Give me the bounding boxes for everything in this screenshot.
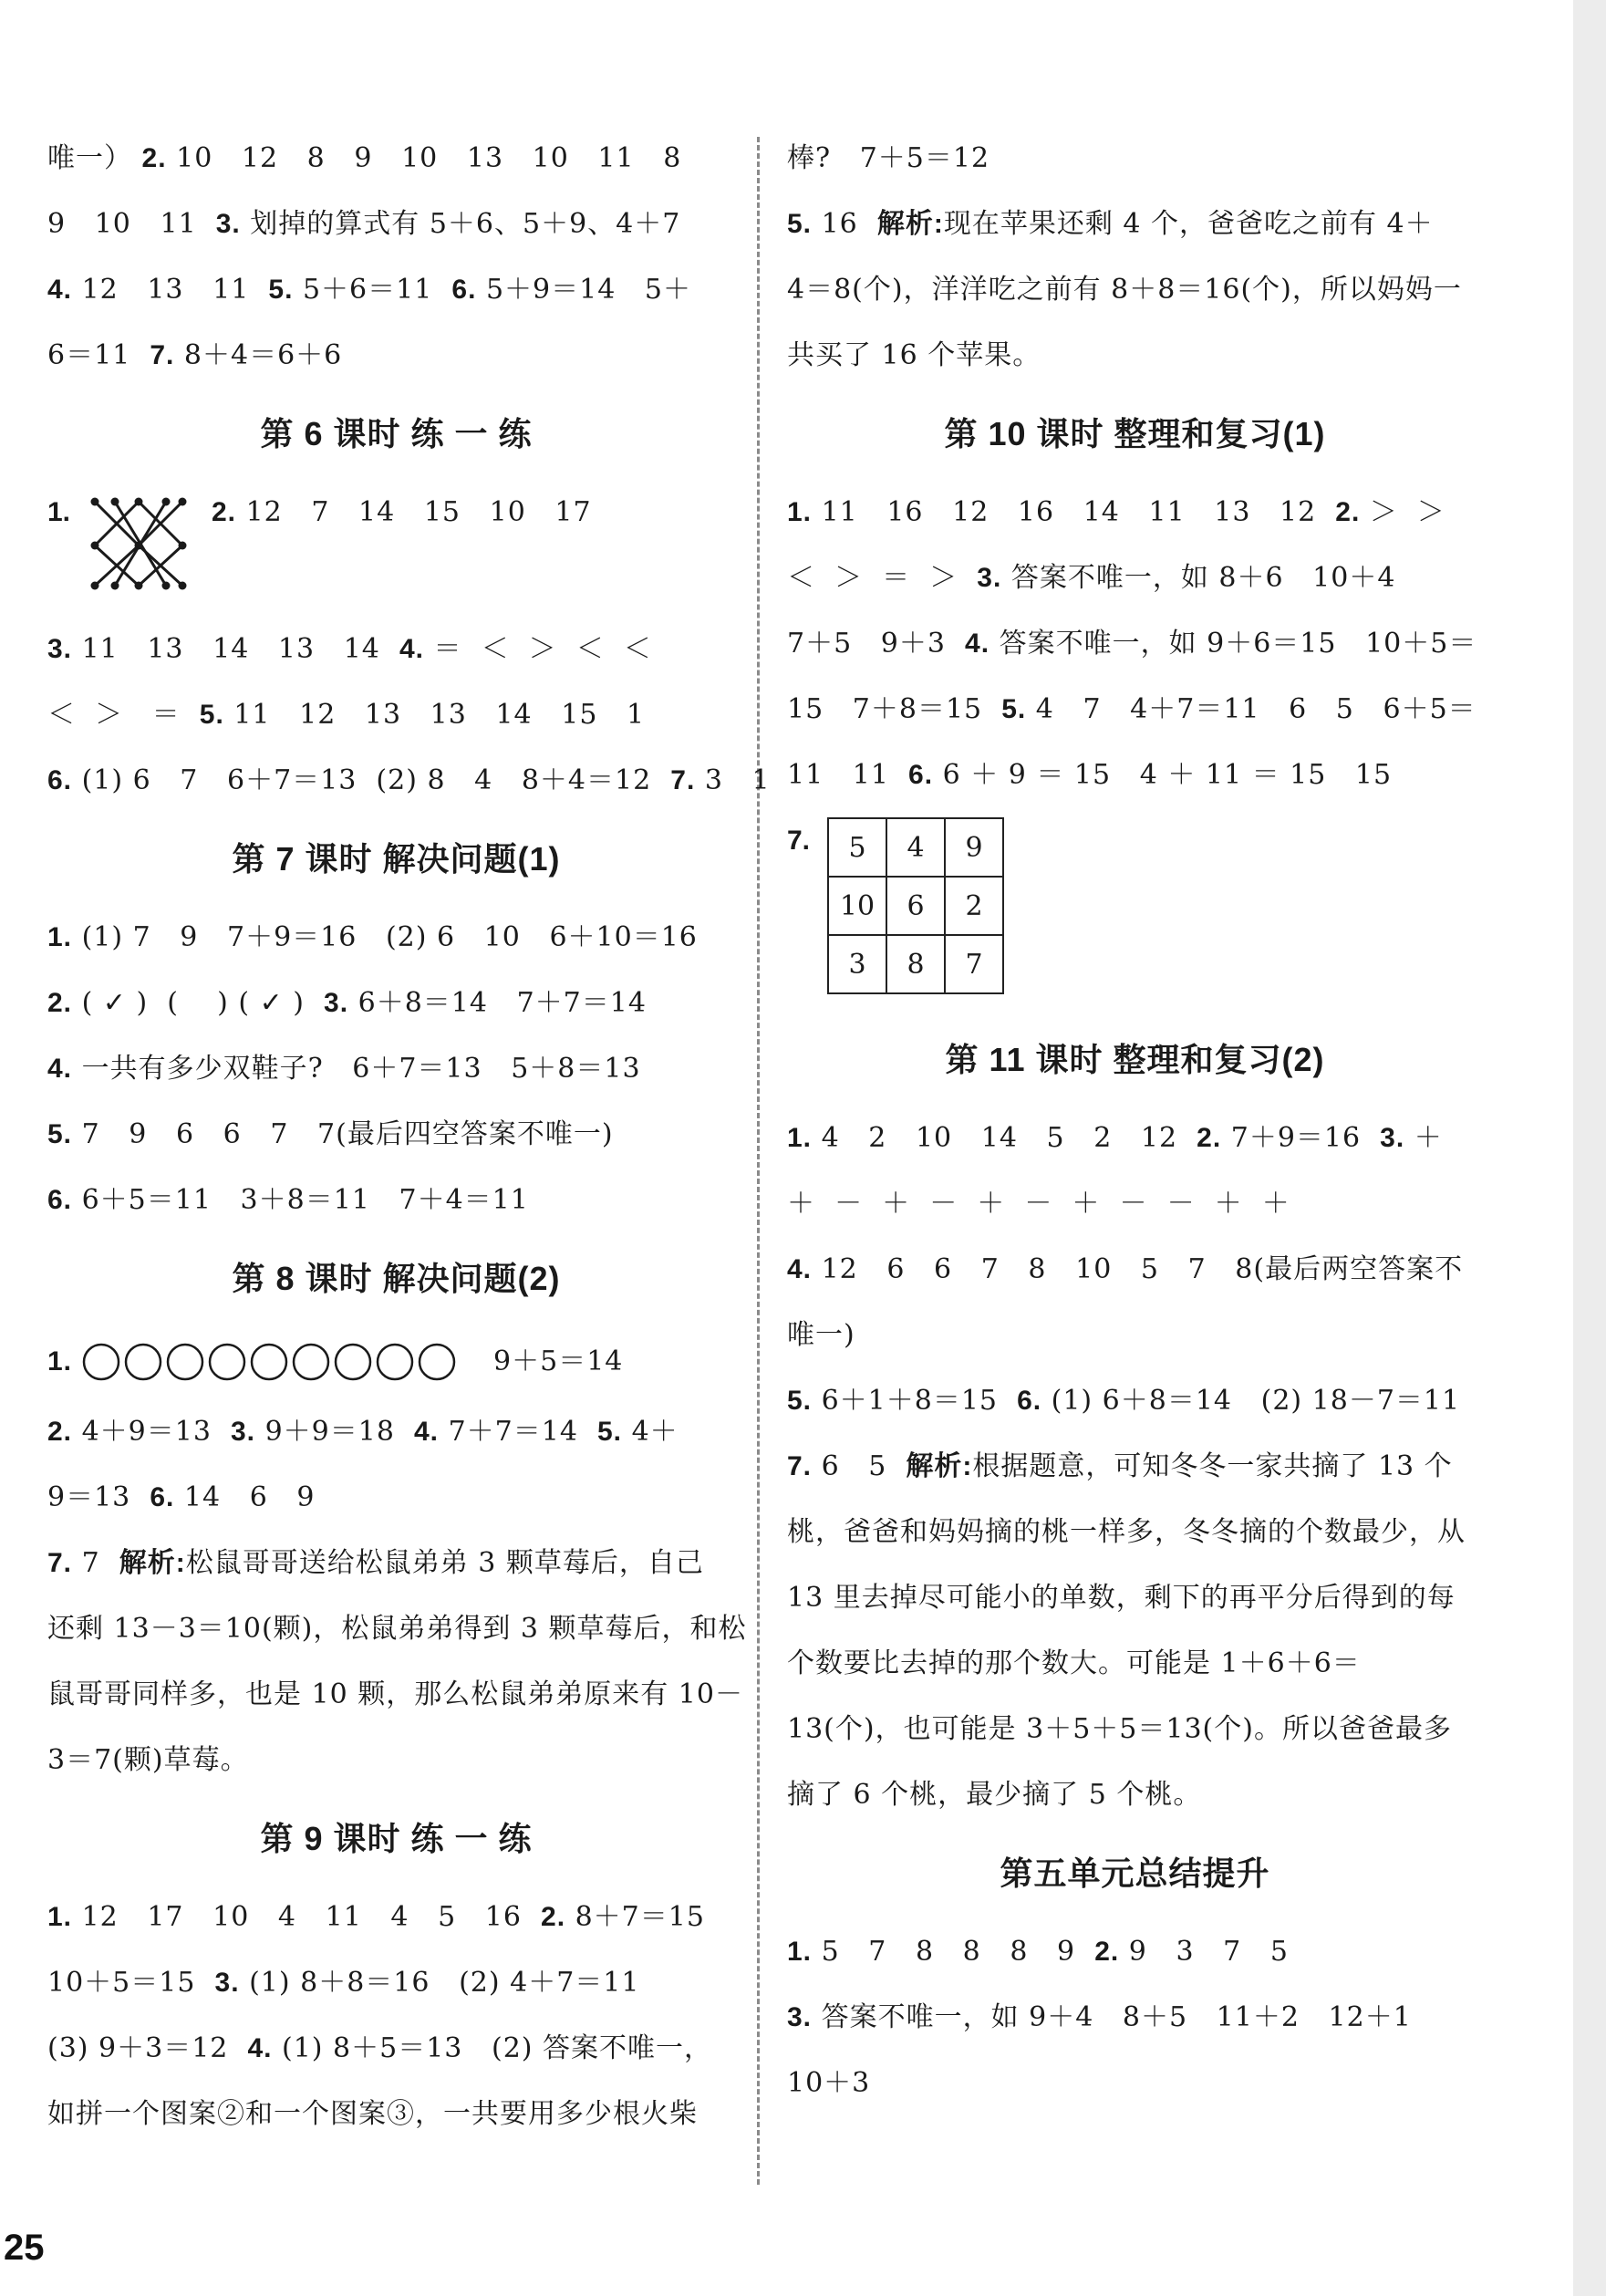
number-grid	[827, 817, 1004, 994]
answer-text: 9＋9＝18	[255, 1416, 414, 1448]
answer-text: 现在苹果还剩 4 个，爸爸吃之前有 4＋	[943, 208, 1434, 240]
lesson-11-heading: 第 11 课时 整理和复习(2)	[945, 1041, 1325, 1078]
answer-text: 4 7 4＋7＝11 6 5 6＋5＝	[1026, 693, 1476, 725]
answer-line	[787, 1500, 1483, 1565]
question-number: 6.	[47, 1185, 73, 1215]
answer-text: 个数要比去掉的那个数大。可能是 1＋6＋6＝	[787, 1647, 1361, 1679]
question-number: 3.	[215, 209, 241, 239]
answer-text: 10＋3	[787, 2067, 871, 2099]
answer-text: 10＋5＝15	[47, 1967, 215, 1999]
answer-text: 7＋9＝16	[1221, 1122, 1381, 1154]
answer-text: ＋	[1404, 1122, 1443, 1154]
answer-text: 4＋	[622, 1416, 679, 1448]
answer-text: 14 6 9	[174, 1481, 316, 1513]
grid-cell: 2	[945, 877, 1003, 935]
question-number: 4.	[787, 1254, 813, 1284]
answer-line	[47, 1465, 745, 1531]
answer-line	[47, 1728, 745, 1793]
question-number: 1.	[787, 497, 813, 527]
question-number: 7.	[150, 340, 175, 370]
answer-text: ＞ ＞	[1360, 496, 1445, 528]
lesson-10-heading: 第 10 课时 整理和复习(1)	[944, 415, 1326, 452]
answer-text: 桃，爸爸和妈妈摘的桃一样多，冬冬摘的个数最少，从	[787, 1516, 1466, 1548]
question-number: 5.	[199, 700, 224, 730]
lesson-10-q7	[787, 808, 1483, 1014]
question-number: 2.	[1197, 1123, 1222, 1153]
right-intro	[787, 126, 1483, 389]
answer-line	[47, 257, 745, 323]
circle-mark	[336, 1345, 370, 1379]
answer-line	[47, 1885, 745, 1950]
answer-line	[787, 1565, 1483, 1631]
question-number: 6.	[47, 765, 73, 795]
answer-line	[787, 2051, 1483, 2116]
answer-line	[47, 682, 745, 748]
unit-5-answers	[787, 1919, 1483, 2116]
lesson-6-figure-row	[47, 480, 745, 617]
answer-text: 5＋9＝14 5＋	[476, 274, 692, 306]
question-number: 5.	[787, 209, 813, 239]
page-edge	[1573, 0, 1606, 2296]
lesson-6-answers	[47, 617, 771, 814]
grid-cell: 5	[828, 818, 886, 877]
question-number: 5.	[1001, 694, 1027, 724]
answer-line	[787, 323, 1483, 389]
question-number: 1.	[47, 497, 71, 527]
answer-text: (1) 6＋8＝14 (2) 18－7＝11	[1041, 1385, 1461, 1417]
answer-text: 唯一)	[787, 1319, 855, 1351]
question-number: 解析:	[906, 1451, 973, 1481]
page-number: 25	[4, 2228, 45, 2268]
answer-line	[787, 126, 1483, 192]
answer-text: 12 13 11	[72, 274, 269, 306]
answer-line	[47, 192, 745, 257]
answer-text: 11 16 12 16 14 11 13 12	[812, 496, 1336, 528]
question-number: 2.	[541, 1902, 566, 1932]
question-number: 7.	[787, 826, 811, 856]
answer-text: 答案不唯一，如 9＋6＝15 10＋5＝	[990, 628, 1477, 660]
question-number: 6.	[1017, 1386, 1042, 1416]
answer-text: 7	[72, 1547, 119, 1579]
answer-line	[787, 1919, 1483, 1985]
question-number: 4.	[47, 1054, 73, 1084]
question-number: 2.	[1094, 1937, 1120, 1967]
question-number: 3.	[787, 2002, 813, 2032]
answer-line	[787, 257, 1483, 323]
question-number: 5.	[268, 275, 294, 305]
answer-line	[47, 126, 745, 192]
question-number: 5.	[787, 1386, 813, 1416]
circle-mark	[420, 1345, 454, 1379]
grid-cell: 3	[828, 935, 886, 993]
answer-text: 4＝8(个)，洋洋吃之前有 8＋8＝16(个)，所以妈妈一	[787, 274, 1462, 306]
answer-text: 3＝7(颗)草莓。	[47, 1744, 249, 1776]
answer-line	[47, 2016, 745, 2082]
answer-line	[47, 748, 771, 814]
circle-mark	[168, 1345, 202, 1379]
answer-line	[787, 1106, 1483, 1171]
lesson-9-answers	[47, 1885, 745, 2147]
answer-text: 松鼠哥哥送给松鼠弟弟 3 颗草莓后，自己	[185, 1547, 704, 1579]
question-number: 解析:	[876, 209, 944, 239]
answer-line	[787, 1237, 1483, 1303]
question-number: 2.	[141, 143, 167, 173]
answer-line	[47, 1950, 745, 2016]
question-number: 2.	[1335, 497, 1361, 527]
question-number: 3.	[324, 988, 349, 1018]
question-number: 7.	[787, 1451, 813, 1481]
left-intro	[47, 126, 745, 389]
dot-matching-figure	[82, 489, 192, 598]
answer-text: 13(个)，也可能是 3＋5＋5＝13(个)。所以爸爸最多	[787, 1713, 1452, 1745]
answer-text: 7＋5 9＋3	[787, 628, 966, 660]
answer-text: 如拼一个图案②和一个图案③，一共要用多少根火柴	[47, 2098, 698, 2130]
answer-line	[787, 1303, 1483, 1368]
answer-line	[787, 1368, 1483, 1434]
answer-line	[47, 617, 745, 682]
lesson-8-answers	[47, 1399, 745, 1793]
lesson-6-q2: 2. 12 7 14 15 10 17	[212, 496, 592, 528]
answer-line	[787, 192, 1483, 257]
answer-line	[47, 971, 745, 1036]
answer-text: 12 17 10 4 11 4 5 16	[72, 1901, 542, 1933]
answer-line	[787, 1631, 1483, 1697]
answer-line	[787, 1434, 1483, 1500]
circle-mark	[126, 1345, 161, 1379]
grid-cell: 9	[945, 818, 1003, 877]
question-number: 3.	[977, 563, 1002, 593]
question-number: 4.	[247, 2033, 273, 2063]
question-number: 3.	[1380, 1123, 1405, 1153]
circles-figure	[81, 1341, 473, 1383]
answer-text: 5 7 8 8 8 9	[812, 1936, 1095, 1968]
question-number: 5.	[47, 1119, 73, 1149]
question-number: 3.	[47, 634, 73, 664]
answer-line	[787, 1762, 1483, 1828]
answer-line	[47, 1531, 745, 1596]
answer-text: ＋ － ＋ － ＋ － ＋ － － ＋ ＋	[787, 1188, 1290, 1220]
answer-text: ＝ ＜ ＞ ＜ ＜	[423, 633, 652, 665]
lesson-8-q1: 1. 9＋5＝14	[47, 1325, 745, 1399]
question-number: 4.	[414, 1417, 440, 1447]
circle-mark	[378, 1345, 412, 1379]
answer-text: ( ✓ ) ( ) ( ✓ )	[72, 987, 325, 1019]
answer-text: 鼠哥哥同样多，也是 10 颗，那么松鼠弟弟原来有 10－	[47, 1678, 743, 1710]
answer-text: (1) 7 9 7＋9＝16 (2) 6 10 6＋10＝16	[72, 921, 698, 953]
answer-text: 6＋1＋8＝15	[812, 1385, 1018, 1417]
lesson-11-answers	[787, 1106, 1483, 1828]
answer-line	[47, 2082, 745, 2147]
left-column	[47, 126, 771, 2147]
answer-text: 15 7＋8＝15	[787, 693, 1002, 725]
lesson-7-answers	[47, 905, 745, 1233]
answer-text: (1) 8＋5＝13 (2) 答案不唯一，	[272, 2032, 713, 2064]
answer-line	[787, 743, 1483, 808]
question-number: 1.	[47, 922, 73, 952]
lesson-9-heading: 第 9 课时 练 一 练	[260, 1820, 533, 1857]
answer-line	[47, 1662, 745, 1728]
question-number: 2.	[47, 1417, 73, 1447]
answer-text: ＜ ＞ ＝	[47, 699, 200, 731]
question-number: 3.	[214, 1968, 240, 1998]
answer-text: 根据题意，可知冬冬一家共摘了 13 个	[972, 1450, 1453, 1482]
column-divider	[757, 137, 760, 2185]
answer-line	[47, 1399, 745, 1465]
grid-cell: 7	[945, 935, 1003, 993]
answer-text: 9 10 11	[47, 208, 216, 240]
answer-text: 11 11	[787, 759, 909, 791]
answer-text: ＜ ＞ ＝ ＞	[787, 562, 978, 594]
answer-text: 一共有多少双鞋子? 6＋7＝13 5＋8＝13	[72, 1053, 641, 1085]
answer-text: 7＋7＝14	[439, 1416, 597, 1448]
question-number: 6.	[150, 1482, 175, 1512]
answer-line	[47, 1102, 745, 1168]
question-number: 5.	[597, 1417, 623, 1447]
answer-text: 11 12 13 13 14 15 1	[223, 699, 646, 731]
question-number: 6.	[451, 275, 477, 305]
lesson-10-answers	[787, 480, 1483, 808]
circle-mark	[210, 1345, 244, 1379]
question-number: 4.	[399, 634, 424, 664]
answer-text: 9＝13	[47, 1481, 150, 1513]
lesson-8-heading: 第 8 课时 解决问题(2)	[232, 1260, 561, 1297]
question-number: 4.	[965, 629, 990, 659]
answer-text: 5＋6＝11	[293, 274, 452, 306]
answer-text: 8＋4＝6＋6	[174, 339, 343, 371]
answer-text: 划掉的算式有 5＋6、5＋9、4＋7	[240, 208, 681, 240]
answer-line	[787, 677, 1483, 743]
question-number: 1.	[787, 1123, 813, 1153]
answer-text: 9 3 7 5	[1119, 1936, 1289, 1968]
answer-text: 12 6 6 7 8 10 5 7 8(最后两空答案不	[812, 1253, 1464, 1285]
answer-text: 8＋7＝15	[565, 1901, 705, 1933]
answer-text: 13 里去掉尽可能小的单数，剩下的再平分后得到的每	[787, 1582, 1456, 1614]
grid-cell: 10	[828, 877, 886, 935]
question-number: 2.	[47, 988, 73, 1018]
answer-text: 答案不唯一，如 8＋6 10＋4	[1001, 562, 1396, 594]
answer-text: 6＋5＝11 3＋8＝11 7＋4＝11	[72, 1184, 529, 1216]
question-number: 7.	[670, 765, 696, 795]
question-number: 6.	[908, 760, 934, 790]
grid-cell: 4	[886, 818, 945, 877]
answer-line	[787, 1985, 1483, 2051]
question-number: 3.	[231, 1417, 256, 1447]
answer-line	[47, 323, 745, 389]
answer-line	[787, 1171, 1483, 1237]
answer-text: 11 13 14 13 14	[72, 633, 399, 665]
answer-line	[787, 545, 1483, 611]
answer-text: (1) 8＋8＝16 (2) 4＋7＝11	[239, 1967, 640, 1999]
circle-mark	[84, 1345, 119, 1379]
answer-text: 还剩 13－3＝10(颗)，松鼠弟弟得到 3 颗草莓后，和松	[47, 1613, 747, 1645]
answer-text: 唯一）	[47, 142, 142, 174]
question-number: 1.	[47, 1902, 73, 1932]
answer-text: 6 ＋ 9 ＝ 15 4 ＋ 11 ＝ 15 15	[933, 759, 1393, 791]
lesson-7-heading: 第 7 课时 解决问题(1)	[232, 840, 561, 878]
answer-text: 答案不唯一，如 9＋4 8＋5 11＋2 12＋1	[812, 2001, 1412, 2033]
answer-line	[47, 905, 745, 971]
answer-line	[787, 1697, 1483, 1762]
answer-text: 10 12 8 9 10 13 10 11 8	[166, 142, 682, 174]
answer-line	[47, 1168, 745, 1233]
answer-text: (3) 9＋3＝12	[47, 2032, 248, 2064]
answer-text: 共买了 16 个苹果。	[787, 339, 1041, 371]
answer-text: 16	[812, 208, 877, 240]
answer-line	[47, 1036, 745, 1102]
answer-text: 6 5	[812, 1450, 907, 1482]
answer-text: 摘了 6 个桃，最少摘了 5 个桃。	[787, 1779, 1202, 1811]
answer-text: 4＋9＝13	[72, 1416, 231, 1448]
lesson-6-heading: 第 6 课时 练 一 练	[260, 415, 533, 452]
answer-text: 7 9 6 6 7 7(最后四空答案不唯一)	[72, 1118, 614, 1150]
grid-cell: 8	[886, 935, 945, 993]
answer-text: 4 2 10 14 5 2 12	[812, 1122, 1197, 1154]
answer-text: 3 1	[695, 764, 771, 796]
answer-text: 6＝11	[47, 339, 150, 371]
circle-mark	[294, 1345, 328, 1379]
answer-line	[47, 1596, 745, 1662]
answer-text: 棒? 7＋5＝12	[787, 142, 990, 174]
question-number: 1.	[787, 1937, 813, 1967]
right-column	[787, 126, 1483, 2116]
unit-5-heading: 第五单元总结提升	[1000, 1854, 1270, 1892]
circle-mark	[252, 1345, 286, 1379]
answer-text: 6＋8＝14 7＋7＝14	[348, 987, 647, 1019]
answer-line	[787, 480, 1483, 545]
question-number: 解析:	[119, 1548, 186, 1578]
grid-cell: 6	[886, 877, 945, 935]
question-number: 4.	[47, 275, 73, 305]
answer-line	[787, 611, 1483, 677]
answer-text: (1) 6 7 6＋7＝13 (2) 8 4 8＋4＝12	[72, 764, 671, 796]
question-number: 7.	[47, 1548, 73, 1578]
